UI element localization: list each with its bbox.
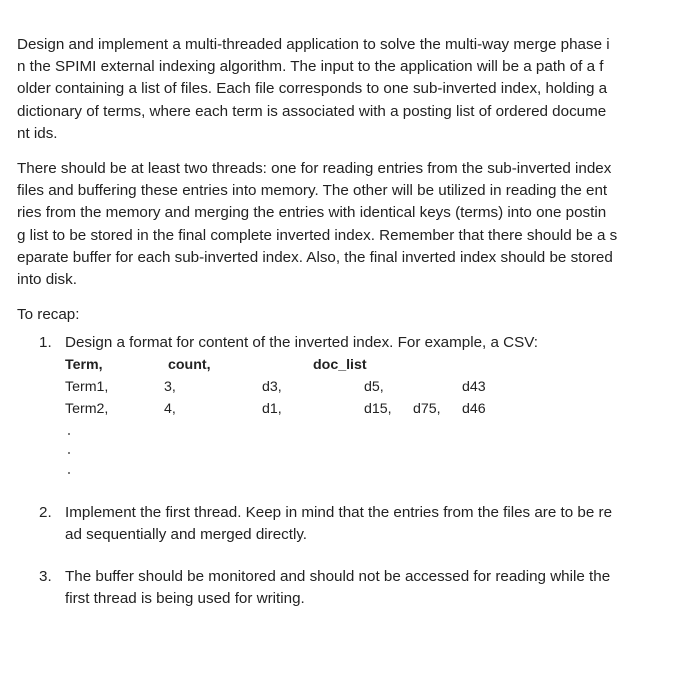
list-item: [17, 502, 665, 546]
csv-cell: 3,: [164, 379, 176, 396]
csv-cell: d43: [462, 379, 486, 396]
ellipsis-dot: [68, 472, 70, 474]
csv-header-count: count,: [168, 357, 211, 374]
paragraph-threads: There should be at least two threads: one for reading entries from the sub-inverted index files and buffering these entries into memory. The other will be utilized in reading the ent ries from the memory and merging the entries with identical keys (terms) into one postin g list to be stored in the final complete inverted index. Remember that there should be a s eparate buffer for each sub-inverted index. Also, the final inverted index should be stored into disk.: [17, 160, 618, 289]
recap-label: To recap:: [17, 306, 80, 324]
paragraph-intro: Design and implement a multi-threaded application to solve the multi-way merge phase i n the SPIMI external indexing algorithm. The input to the application will be a path of a f older containing a list of files. Each file corresponds to one sub-inverted index, holding a dictionary of terms, where each term is associated with a posting list of ordered docume nt ids.: [17, 36, 610, 142]
csv-example-table: [65, 354, 665, 502]
csv-cell: 4,: [164, 401, 176, 418]
csv-cell: Term2,: [65, 401, 109, 418]
list-item: [17, 332, 665, 502]
ellipsis-dot: [68, 433, 70, 435]
csv-cell: d75,: [413, 401, 441, 418]
csv-cell: d1,: [262, 401, 282, 418]
list-item-number: 2.: [39, 504, 52, 522]
csv-cell: d15,: [364, 401, 392, 418]
csv-cell: d3,: [262, 379, 282, 396]
list-item-text: Implement the first thread. Keep in mind that the entries from the files are to be re ad sequentially and merged directly.: [65, 504, 613, 544]
list-item: [17, 566, 665, 610]
csv-cell: d5,: [364, 379, 384, 396]
requirements-list: [17, 332, 665, 610]
list-item-text: The buffer should be monitored and should not be accessed for reading while the first thread is being used for writing.: [65, 568, 611, 608]
ellipsis-dot: [68, 452, 70, 454]
csv-header-term: Term,: [65, 357, 103, 374]
list-item-text: Design a format for content of the inverted index. For example, a CSV:: [65, 334, 539, 352]
csv-cell: d46: [462, 401, 486, 418]
list-item-number: 3.: [39, 568, 52, 586]
csv-header-doc-list: doc_list: [313, 357, 367, 374]
document-body: [17, 34, 665, 610]
csv-cell: Term1,: [65, 379, 109, 396]
list-item-number: 1.: [39, 334, 52, 352]
